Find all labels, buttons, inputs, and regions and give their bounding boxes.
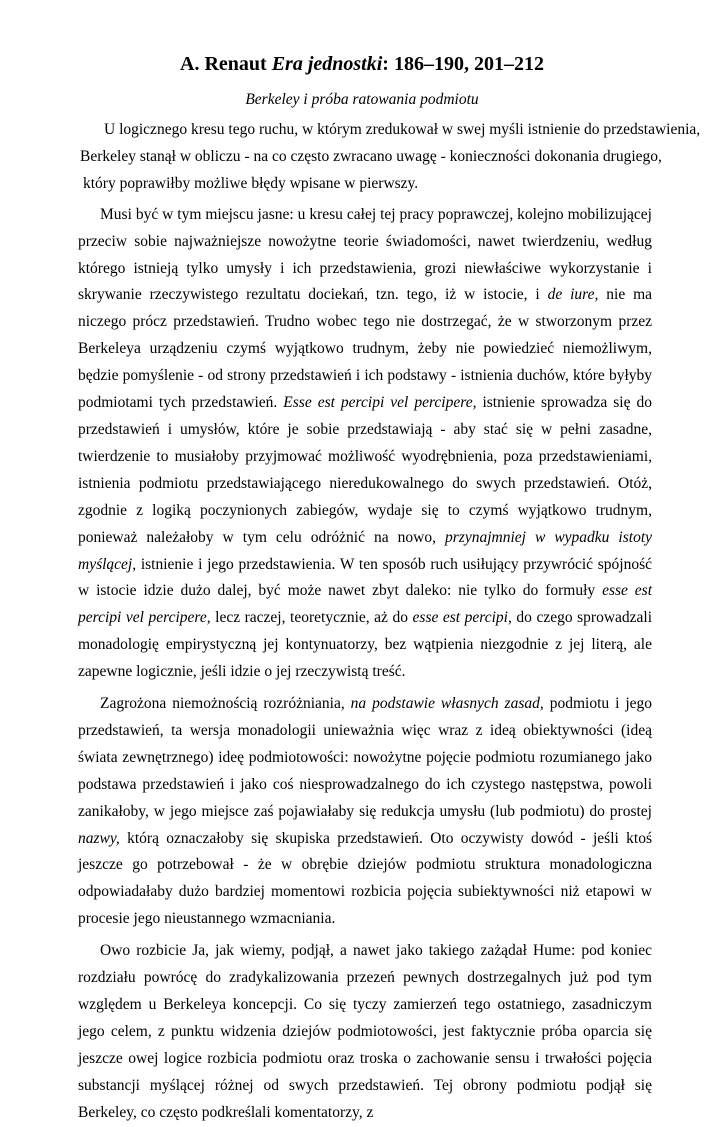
text-run: istnienie sprowadza się do przedstawień i umysłów, które je sobie przedstawiają - aby stać się w pełni zasadne, twierdzenie to musiałoby przyjmować możliwość wyodrębnienia, poza przedstawieniami, istnienia podmiotu przedstawiającego nieredukowalnego do swych przedstawień. Otóż, zgodnie z logiką poczynionych zabiegów, wydaje się to czymś wyjątkowo trudnym, ponieważ należałoby w tym celu odróżnić na nowo, xyxy=(78,394,653,546)
page-range: : 186–190, 201–212 xyxy=(382,53,544,75)
italic-phrase: de iure, xyxy=(547,286,599,304)
italic-phrase: esse est percipi vel percipere, xyxy=(78,582,653,627)
italic-phrase: esse est percipi, xyxy=(412,609,512,627)
document-title xyxy=(0,52,724,76)
text-run: którą oznaczałoby się skupiska przedstawień. Oto oczywisty dowód - jeśli ktoś jeszcze go potrzebował - że w obrębie dziejów podmiotu struktura monadologiczna odpowiadałaby dużo bardziej momentowi rozbicia pojęcia subiektywności niż etapowi w procesie jego nieustannego wzmacniania. xyxy=(78,829,652,928)
paragraph-1 xyxy=(80,117,701,198)
section-title: Berkeley i próba ratowania podmiotu xyxy=(245,91,479,108)
text-run: do czego sprowadzali monadologię empirystyczną jej kontynuatorzy, bez wątpienia niezgodnie z jej literą, ale zapewne logicznie, jeśli idzie o jej rzeczywistą treść. xyxy=(78,609,653,681)
italic-phrase: przynajmniej w wypadku istoty myślącej, xyxy=(78,528,653,573)
paragraph-4: Owo rozbicie Ja, jak wiemy, podjął, a nawet jako takiego zażądał Hume: pod koniec rozdziału powrócę do zradykalizowania przezeń pewnych dostrzegalnych już pod tym względem u Berkeleya koncepcji. Co się tyczy zamierzeń tego ostatniego, zasadniczym jego celem, z punktu widzenia dziejów podmiotowości, jest faktycznie próba oparcia się jeszcze owej logice rozbicia podmiotu oraz troska o zachowanie sensu i trwałości pojęcia substancji myślącej różnej od swych przedstawień. Tej obrony podmiotu podjął się Berkeley, co często podkreślali komentatorzy, z xyxy=(78,942,652,1121)
paragraph-3 xyxy=(78,691,652,933)
paragraph-1-line-2: Berkeley stanął w obliczu - na co często zwracano uwagę - konieczności dokonania drugiego, xyxy=(80,147,662,165)
text-run: istnienie i jego przedstawienia. W ten sposób ruch usiłujący przywrócić spójność w istocie idzie dużo dalej, być może nawet zbyt daleko: nie tylko do formuły xyxy=(78,555,653,600)
author-name: A. Renaut xyxy=(180,53,267,75)
paragraph-2 xyxy=(78,202,652,686)
text-run: podmiotu i jego przedstawień, ta wersja monadologii unieważnia więc wraz z ideą obiektywności (ideą świata zewnętrznego) ideę podmiotowości: nowożytne pojęcie podmiotu rozumianego jako podstawa przedstawień i jako coś niesprowadzalnego do ich czystego następstwa, powoli zanikałoby, w jego miejsce zaś pojawiałaby się redukcja umysłu (lub podmiotu) do prostej xyxy=(78,695,653,820)
italic-phrase: nazwy, xyxy=(78,829,120,847)
italic-phrase: na podstawie własnych zasad, xyxy=(350,695,544,713)
text-run: lecz raczej, teoretycznie, aż do xyxy=(215,609,408,627)
book-title: Era jednostki xyxy=(271,53,383,75)
text-run: Zagrożona niemożnością rozróżniania, xyxy=(100,695,345,713)
paragraph-1-line-3: który poprawiłby możliwe błędy wpisane w pierwszy. xyxy=(83,174,419,192)
text-run: nie ma niczego prócz przedstawień. Trudno wobec tego nie dostrzegać, że w stworzonym przez Berkeleya urządzeniu czymś wyjątkowo trudnym, żeby nie powiedzieć niemożliwym, będzie pomyślenie - od strony przedstawień i ich podstawy - istnienia duchów, które byłyby podmiotami tych przedstawień. xyxy=(78,286,653,412)
paragraph-1-line-1: U logicznego kresu tego ruchu, w którym zredukował w swej myśli istnienie do przedstawienia, xyxy=(104,121,701,138)
document-body xyxy=(78,117,701,1127)
text-run: Musi być w tym miejscu jasne: u kresu całej tej pracy poprawczej, kolejno mobilizującej przeciw sobie najważniejsze nowożytne teorie świadomości, nawet twierdzeniu, według którego istnieją tylko umysły i ich przedstawienia, grozi niewłaściwe wykorzystanie i skrywanie rzeczywistego rezultatu dociekań, tzn. tego, iż w istocie, i xyxy=(78,205,652,304)
italic-phrase: Esse est percipi vel percipere, xyxy=(283,394,477,412)
